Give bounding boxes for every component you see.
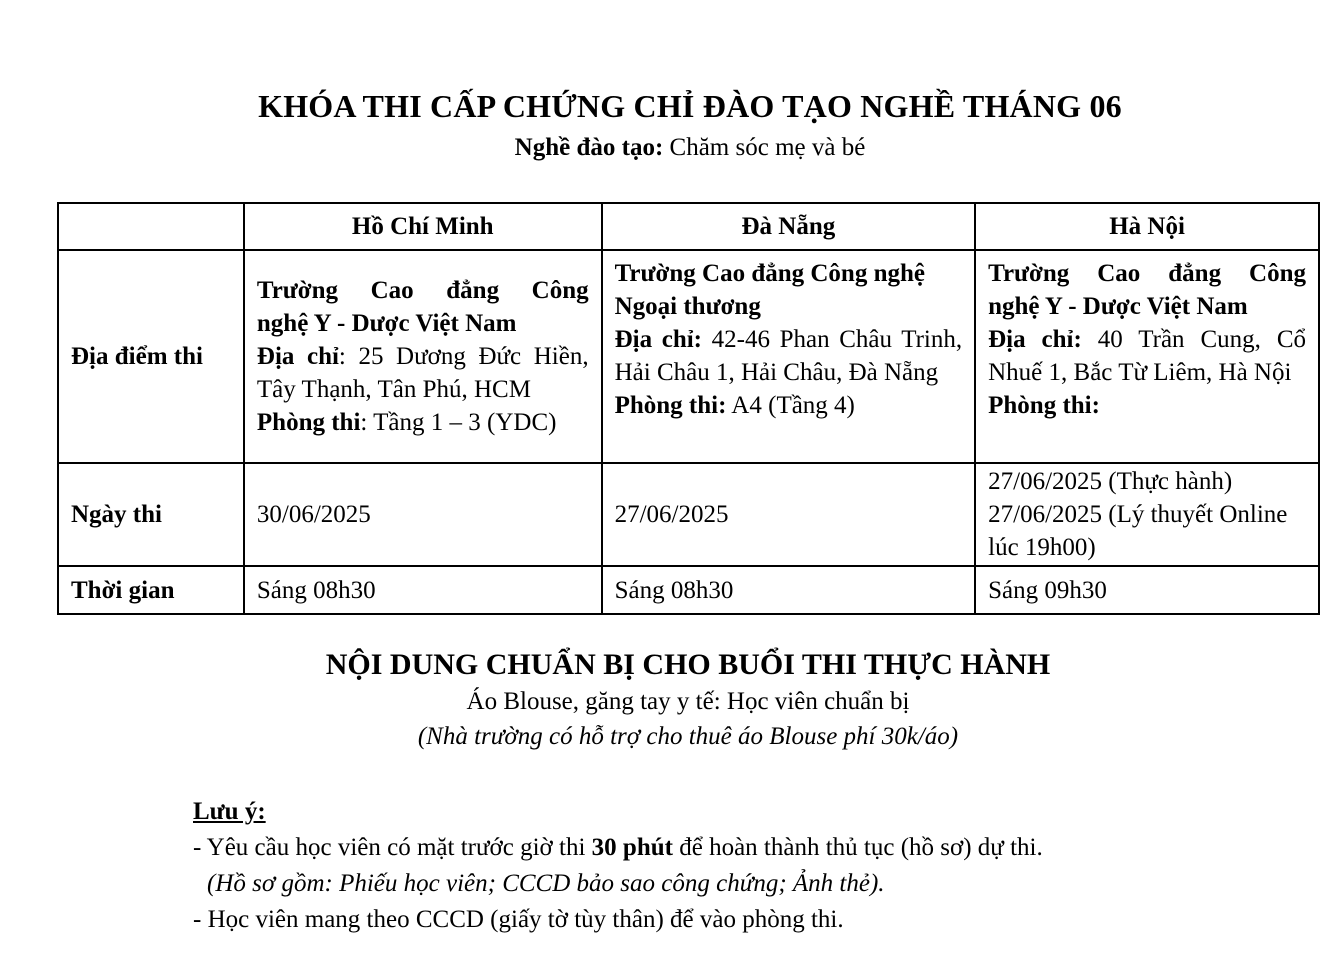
table-row-time — [58, 566, 1319, 614]
cell-time-danang: Sáng 08h30 — [602, 566, 976, 614]
address-value-danang: 42-46 Phan Châu Trinh, Hải Châu 1, Hải Châu, Đà Nẵng — [614, 326, 963, 386]
notes-section — [193, 794, 1293, 938]
column-header-danang: Đà Nẵng — [602, 203, 976, 250]
practice-support-note: (Nhà trường có hỗ trợ cho thuê áo Blouse phí 30k/áo) — [417, 723, 959, 750]
school-name-hanoi-line2: nghệ Y - Dược Việt Nam — [988, 293, 1248, 320]
cell-time-hcm: Sáng 08h30 — [244, 566, 602, 614]
table-row-date — [58, 463, 1319, 566]
school-name-danang-line2: Ngoại thương — [614, 293, 761, 320]
row-label-location: Địa điểm thi — [58, 250, 244, 463]
address-value-hcm: : 25 Dương Đức Hiền, Tây Thạnh, Tân Phú, HCM — [256, 343, 589, 403]
cell-location-hanoi — [975, 250, 1319, 463]
room-label-danang: Phòng thi: — [614, 392, 727, 419]
cell-location-hcm — [244, 250, 602, 463]
school-name-hanoi-line1: Trường Cao đẳng Công — [988, 260, 1306, 287]
address-value-hanoi: 40 Trần Cung, Cổ Nhuế 1, Bắc Từ Liêm, Hà Nội — [988, 326, 1306, 386]
table-row-location — [58, 250, 1319, 463]
school-name-hcm-line1: Trường Cao đẳng Công — [256, 277, 589, 304]
practice-requirement: Áo Blouse, găng tay y tế: Học viên chuẩn bị — [466, 688, 910, 715]
row-label-date: Ngày thi — [58, 463, 244, 566]
cell-date-hcm: 30/06/2025 — [244, 463, 602, 566]
cell-time-hanoi: Sáng 09h30 — [975, 566, 1319, 614]
date-hanoi-theory: 27/06/2025 (Lý thuyết Online lúc 19h00) — [988, 501, 1288, 561]
exam-schedule-table — [57, 202, 1320, 615]
note-item-arrival — [193, 830, 1293, 866]
note-item1-bold: 30 phút — [591, 834, 673, 861]
page-subtitle — [0, 134, 1333, 162]
practice-section-title: NỘI DUNG CHUẨN BỊ CHO BUỔI THI THỰC HÀNH — [325, 648, 1051, 681]
column-header-empty — [58, 203, 244, 250]
school-name-hcm-line2: nghệ Y - Dược Việt Nam — [256, 310, 517, 337]
address-label-hcm: Địa chỉ — [256, 343, 339, 370]
cell-location-danang — [602, 250, 976, 463]
date-hanoi-practice: 27/06/2025 (Thực hành) — [988, 468, 1233, 495]
room-value-hcm: : Tầng 1 – 3 (YDC) — [360, 409, 557, 436]
subtitle-label: Nghề đào tạo: — [514, 134, 664, 161]
note-item1-post: để hoàn thành thủ tục (hồ sơ) dự thi. — [672, 834, 1043, 861]
cell-date-hanoi — [975, 463, 1319, 566]
row-label-time: Thời gian — [58, 566, 244, 614]
note-item1-text: - Yêu cầu học viên có mặt trước giờ thi — [193, 834, 592, 861]
school-name-danang-line1: Trường Cao đẳng Công nghệ — [614, 260, 925, 287]
room-label-hcm: Phòng thi — [256, 409, 361, 436]
subtitle-value: Chăm sóc mẹ và bé — [663, 134, 866, 161]
cell-date-danang: 27/06/2025 — [602, 463, 976, 566]
table-header-row — [58, 203, 1319, 250]
note-item-documents: (Hồ sơ gồm: Phiếu học viên; CCCD bảo sao công chứng; Ảnh thẻ). — [207, 870, 885, 897]
column-header-hanoi: Hà Nội — [975, 203, 1319, 250]
room-value-danang: A4 (Tầng 4) — [726, 392, 855, 419]
notes-title: Lưu ý: — [193, 798, 266, 825]
address-label-hanoi: Địa chỉ: — [988, 326, 1082, 353]
column-header-hcm: Hồ Chí Minh — [244, 203, 602, 250]
page-title: KHÓA THI CẤP CHỨNG CHỈ ĐÀO TẠO NGHỀ THÁNG 06 — [258, 88, 1122, 124]
note-item-id-card: - Học viên mang theo CCCD (giấy tờ tùy thân) để vào phòng thi. — [193, 906, 844, 933]
address-label-danang: Địa chỉ: — [614, 326, 703, 353]
room-label-hanoi: Phòng thi: — [988, 392, 1100, 419]
